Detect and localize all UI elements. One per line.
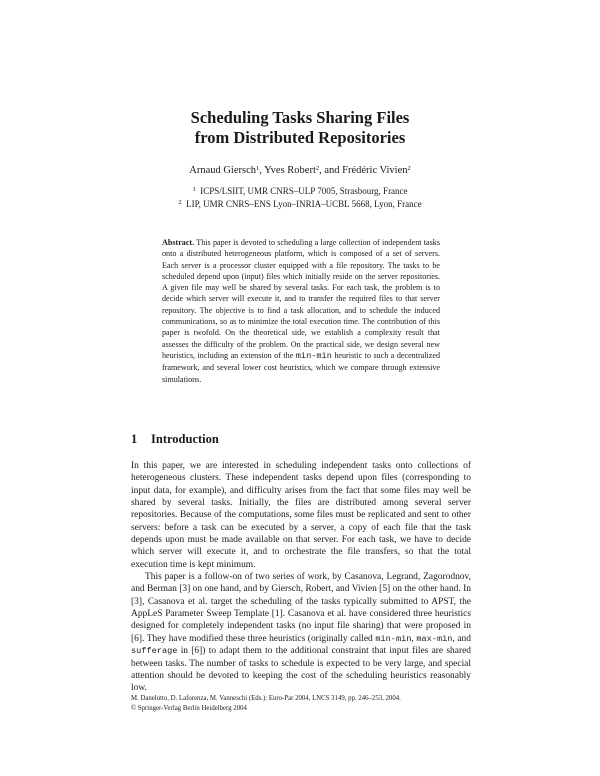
- paper-title-line-1: Scheduling Tasks Sharing Files: [190, 108, 410, 127]
- affiliation-1-text: ICPS/LSIIT, UMR CNRS–ULP 7005, Strasbourg, France: [200, 186, 408, 196]
- author-list: [0, 165, 600, 176]
- abstract-code-minmin: min-min: [295, 350, 332, 361]
- abstract: [162, 237, 440, 385]
- affiliation-2-mark: 2: [178, 199, 182, 206]
- affiliation-1: [0, 185, 600, 197]
- paper-title-line-2: from Distributed Repositories: [194, 128, 406, 147]
- footer-citation: M. Danelutto, D. Laforenza, M. Vanneschi (Eds.): Euro-Par 2004, LNCS 3149, pp. 246–253, 2004.: [131, 695, 401, 702]
- para2-text-2: ,: [411, 633, 414, 644]
- footer-copyright: © Springer-Verlag Berlin Heidelberg 2004: [131, 704, 247, 712]
- para2-text-3: , and: [452, 633, 471, 644]
- code-sufferage: sufferage: [131, 646, 178, 657]
- author-2-affiliation-mark: 2: [315, 165, 320, 172]
- para2-text-4: in [6]) to adapt them to the additional constraint that input files are shared between tasks. The number of tasks to schedule is expected to be very large, and special attention should be devoted to keeping the cost of the scheduling heuristics reasonably low.: [131, 646, 471, 694]
- section-heading: [131, 432, 219, 447]
- affiliation-1-mark: 1: [192, 186, 196, 193]
- copyright-footer: [131, 694, 471, 713]
- abstract-text-2: heuristic to such a decentralized framework, and several lower cost heuristics, which we compare through extensive simulations.: [162, 350, 440, 384]
- intro-paragraph-1: In this paper, we are interested in scheduling independent tasks onto collections of heterogeneous clusters. These independent tasks depend upon files (corresponding to input data, for example), and difficulty arises from the fact that some files may well be shared by several tasks. Initially, the files are distributed among several server repositories. Because of the computations, some files must be replicated and sent to other servers: before a task can be executed by a server, a copy of each file that the task depends upon must be made available on that server. For each task, we have to decide which server will execute it, and to orchestrate the file transfers, so that the total execution time is kept minimum.: [131, 461, 471, 570]
- code-maxmin: max-min: [416, 633, 453, 644]
- author-3-affiliation-mark: 2: [407, 165, 411, 172]
- introduction-body: [131, 460, 471, 695]
- abstract-text-1: This paper is devoted to scheduling a large collection of independent tasks onto a distributed heterogeneous platform, which is composed of a set of servers. Each server is a processor cluster equipped with a file repository. The tasks to be scheduled depend upon (input) files which initially reside on the server repositories. A given file may well be shared by several tasks. For each task, the problem is to decide which server will execute it, and to transfer the required files to that server repository. The objective is to find a task allocation, and to schedule the induced communications, so as to minimize the total execution time. The contribution of this paper is twofold. On the theoretical side, we establish a complexity result that assesses the difficulty of the problem. On the practical side, we design several new heuristics, including an extension of the: [162, 238, 440, 360]
- abstract-label: Abstract.: [162, 238, 195, 247]
- author-3: , and Frédéric Vivien: [319, 165, 408, 176]
- section-number: 1: [131, 432, 138, 446]
- affiliation-2-text: LIP, UMR CNRS–ENS Lyon–INRIA–UCBL 5668, Lyon, France: [186, 199, 422, 209]
- author-2: , Yves Robert: [259, 165, 316, 176]
- intro-paragraph-2: [131, 571, 471, 694]
- para2-text-1: This paper is a follow-on of two series of work, by Casanova, Legrand, Zagorodnov, and Berman [3] on one hand, and by Giersch, Robert, and Vivien [5] on the other hand. In [3], Casanova et al. target the scheduling of the tasks typically submitted to APST, the AppLeS Parameter Sweep Template [1]. Casanova et al. have considered three heuristics designed for completely independent tasks (no input file sharing) that were proposed in [6]. They have modified these three heuristics (originally called: [131, 572, 471, 644]
- author-1: Arnaud Giersch: [189, 165, 257, 176]
- affiliation-2: [0, 198, 600, 210]
- code-minmin: min-min: [375, 633, 412, 644]
- author-1-affiliation-mark: 1: [256, 165, 260, 172]
- section-title: Introduction: [151, 432, 219, 446]
